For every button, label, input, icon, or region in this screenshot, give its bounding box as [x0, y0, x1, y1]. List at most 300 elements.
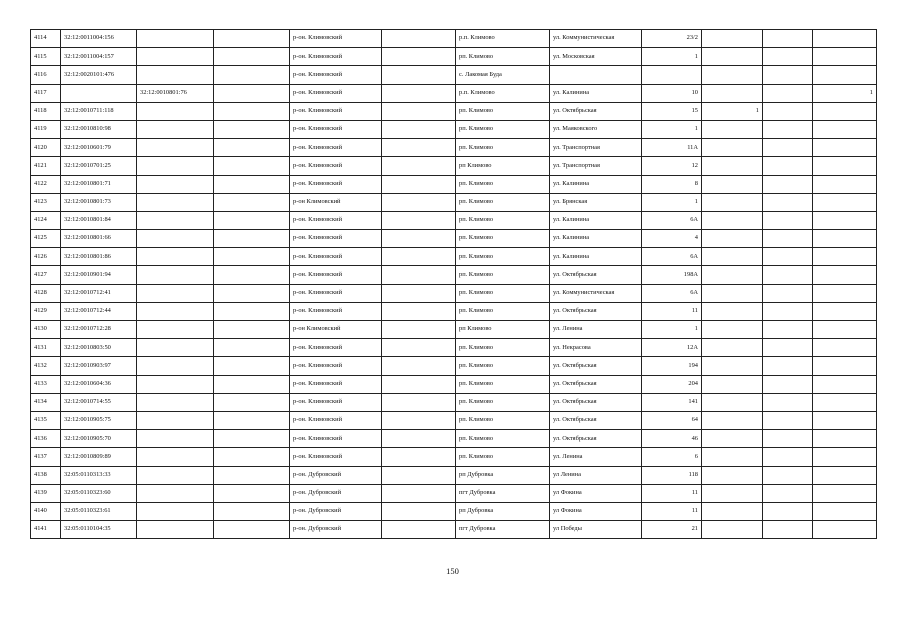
house-number: 1 [642, 48, 702, 66]
column-4 [214, 430, 290, 448]
column-6 [382, 466, 456, 484]
column-4 [214, 302, 290, 320]
locality-cell: рп. Климово [456, 448, 550, 466]
row-number: 4135 [31, 411, 61, 429]
column-4 [214, 230, 290, 248]
table-row [31, 211, 877, 229]
row-number: 4130 [31, 321, 61, 339]
column-6 [382, 30, 456, 48]
street-cell: ул. Октябрьская [550, 102, 642, 120]
column-6 [382, 393, 456, 411]
region-cell: р-он. Климовский [290, 357, 382, 375]
row-number: 4140 [31, 502, 61, 520]
column-12 [813, 248, 877, 266]
column-6 [382, 230, 456, 248]
column-11 [763, 157, 813, 175]
column-6 [382, 321, 456, 339]
table-row [31, 157, 877, 175]
column-12 [813, 266, 877, 284]
cadastral-number-alt [137, 120, 214, 138]
locality-cell: рп Климово [456, 321, 550, 339]
locality-cell: р.п. Климово [456, 30, 550, 48]
house-number: 12А [642, 339, 702, 357]
table-row [31, 48, 877, 66]
column-4 [214, 502, 290, 520]
cadastral-number: 32:12:0010712:28 [61, 321, 137, 339]
house-number: 1 [642, 321, 702, 339]
column-12 [813, 193, 877, 211]
column-6 [382, 521, 456, 539]
table-row [31, 375, 877, 393]
cadastral-number-alt: 32:12:0010801:76 [137, 84, 214, 102]
column-11 [763, 357, 813, 375]
column-10 [702, 484, 763, 502]
row-number: 4127 [31, 266, 61, 284]
column-12 [813, 302, 877, 320]
cadastral-number: 32:12:0010604:36 [61, 375, 137, 393]
column-10 [702, 393, 763, 411]
column-6 [382, 430, 456, 448]
cadastral-number-alt [137, 102, 214, 120]
house-number: 11 [642, 502, 702, 520]
cadastral-number: 32:12:0010712:41 [61, 284, 137, 302]
column-11 [763, 430, 813, 448]
cadastral-number-alt [137, 393, 214, 411]
column-10 [702, 48, 763, 66]
column-10 [702, 302, 763, 320]
row-number: 4122 [31, 175, 61, 193]
column-11 [763, 230, 813, 248]
column-12 [813, 157, 877, 175]
street-cell: ул. Октябрьская [550, 357, 642, 375]
table-row [31, 411, 877, 429]
cadastral-number: 32:12:0011004:157 [61, 48, 137, 66]
column-12 [813, 66, 877, 84]
street-cell: ул. Калинина [550, 84, 642, 102]
column-10 [702, 375, 763, 393]
house-number: 204 [642, 375, 702, 393]
street-cell: ул. Транспортная [550, 157, 642, 175]
region-cell: р-он. Климовский [290, 175, 382, 193]
cadastral-number-alt [137, 211, 214, 229]
column-11 [763, 175, 813, 193]
house-number: 6А [642, 284, 702, 302]
column-10 [702, 411, 763, 429]
street-cell: ул. Октябрьская [550, 411, 642, 429]
table-row [31, 193, 877, 211]
region-cell: р-он. Климовский [290, 230, 382, 248]
row-number: 4128 [31, 284, 61, 302]
street-cell: ул. Коммунистическая [550, 284, 642, 302]
cadastral-number: 32:05:0110323:61 [61, 502, 137, 520]
region-cell: р-он. Климовский [290, 139, 382, 157]
cadastral-number: 32:12:0010905:70 [61, 430, 137, 448]
column-11 [763, 266, 813, 284]
column-10 [702, 430, 763, 448]
cadastral-number: 32:12:0010810:98 [61, 120, 137, 138]
region-cell: р-он. Климовский [290, 30, 382, 48]
street-cell: ул. Транспортная [550, 139, 642, 157]
house-number: 15 [642, 102, 702, 120]
column-10 [702, 120, 763, 138]
house-number: 4 [642, 230, 702, 248]
region-cell: р-он. Климовский [290, 375, 382, 393]
locality-cell: рп Дубровка [456, 466, 550, 484]
row-number: 4129 [31, 302, 61, 320]
table-row [31, 84, 877, 102]
cadastral-number-alt [137, 284, 214, 302]
region-cell: р-он. Климовский [290, 339, 382, 357]
column-10 [702, 266, 763, 284]
column-10 [702, 521, 763, 539]
row-number: 4133 [31, 375, 61, 393]
region-cell: р-он. Климовский [290, 393, 382, 411]
column-12 [813, 139, 877, 157]
region-cell: р-он. Дубровский [290, 466, 382, 484]
table-row [31, 66, 877, 84]
house-number: 21 [642, 521, 702, 539]
table-row [31, 248, 877, 266]
locality-cell: рп. Климово [456, 411, 550, 429]
column-6 [382, 120, 456, 138]
region-cell: р-он. Дубровский [290, 521, 382, 539]
house-number [642, 66, 702, 84]
row-number: 4141 [31, 521, 61, 539]
cadastral-number-alt [137, 448, 214, 466]
table-row [31, 393, 877, 411]
street-cell: ул. Октябрьская [550, 393, 642, 411]
cadastral-number-alt [137, 157, 214, 175]
region-cell: р-он. Климовский [290, 430, 382, 448]
column-12 [813, 430, 877, 448]
column-12 [813, 321, 877, 339]
street-cell: ул. Московская [550, 48, 642, 66]
column-10 [702, 466, 763, 484]
row-number: 4137 [31, 448, 61, 466]
column-11 [763, 48, 813, 66]
locality-cell: рп. Климово [456, 430, 550, 448]
cadastral-number: 32:05:0110104:35 [61, 521, 137, 539]
cadastral-number: 32:12:0010809:89 [61, 448, 137, 466]
street-cell: ул Фокина [550, 484, 642, 502]
cadastral-number: 32:12:0011004:156 [61, 30, 137, 48]
column-4 [214, 375, 290, 393]
column-12 [813, 411, 877, 429]
table-row [31, 230, 877, 248]
registry-table [30, 29, 877, 539]
column-6 [382, 139, 456, 157]
column-11 [763, 502, 813, 520]
column-4 [214, 484, 290, 502]
region-cell: р-он. Дубровский [290, 484, 382, 502]
row-number: 4115 [31, 48, 61, 66]
column-12 [813, 230, 877, 248]
row-number: 4139 [31, 484, 61, 502]
cadastral-number: 32:12:0010714:55 [61, 393, 137, 411]
cadastral-number-alt [137, 411, 214, 429]
house-number: 1 [642, 120, 702, 138]
column-11 [763, 339, 813, 357]
cadastral-number: 32:12:0010801:84 [61, 211, 137, 229]
column-4 [214, 521, 290, 539]
column-4 [214, 211, 290, 229]
registry-table-body [31, 30, 877, 539]
cadastral-number: 32:12:0010905:75 [61, 411, 137, 429]
house-number: 10 [642, 84, 702, 102]
locality-cell: рп. Климово [456, 339, 550, 357]
column-12: 1 [813, 84, 877, 102]
table-row [31, 284, 877, 302]
house-number: 11А [642, 139, 702, 157]
table-row [31, 102, 877, 120]
street-cell: ул. Октябрьская [550, 430, 642, 448]
cadastral-number: 32:05:0110323:60 [61, 484, 137, 502]
cadastral-number-alt [137, 30, 214, 48]
column-4 [214, 48, 290, 66]
column-6 [382, 448, 456, 466]
house-number: 118 [642, 466, 702, 484]
column-11 [763, 448, 813, 466]
column-10: 1 [702, 102, 763, 120]
house-number: 11 [642, 484, 702, 502]
table-row [31, 521, 877, 539]
column-6 [382, 357, 456, 375]
table-row [31, 357, 877, 375]
row-number: 4125 [31, 230, 61, 248]
house-number: 194 [642, 357, 702, 375]
region-cell: р-он. Климовский [290, 84, 382, 102]
column-11 [763, 120, 813, 138]
column-6 [382, 502, 456, 520]
column-12 [813, 521, 877, 539]
street-cell: ул. Ленина [550, 321, 642, 339]
column-4 [214, 248, 290, 266]
table-row [31, 120, 877, 138]
column-4 [214, 284, 290, 302]
row-number: 4134 [31, 393, 61, 411]
region-cell: р-он. Климовский [290, 284, 382, 302]
locality-cell: пгт Дубровка [456, 521, 550, 539]
column-10 [702, 230, 763, 248]
column-10 [702, 175, 763, 193]
house-number: 11 [642, 302, 702, 320]
house-number: 64 [642, 411, 702, 429]
column-6 [382, 339, 456, 357]
column-4 [214, 102, 290, 120]
table-row [31, 266, 877, 284]
cadastral-number-alt [137, 248, 214, 266]
column-12 [813, 484, 877, 502]
column-10 [702, 357, 763, 375]
region-cell: р-он. Климовский [290, 102, 382, 120]
column-4 [214, 411, 290, 429]
column-4 [214, 139, 290, 157]
column-10 [702, 193, 763, 211]
cadastral-number-alt [137, 375, 214, 393]
house-number: 6 [642, 448, 702, 466]
locality-cell: рп. Климово [456, 248, 550, 266]
row-number: 4117 [31, 84, 61, 102]
column-6 [382, 102, 456, 120]
row-number: 4132 [31, 357, 61, 375]
column-12 [813, 102, 877, 120]
column-6 [382, 248, 456, 266]
row-number: 4118 [31, 102, 61, 120]
locality-cell: с. Лакомая Буда [456, 66, 550, 84]
region-cell: р-он. Климовский [290, 302, 382, 320]
street-cell: ул Ленина [550, 466, 642, 484]
locality-cell: рп. Климово [456, 139, 550, 157]
column-12 [813, 448, 877, 466]
column-12 [813, 284, 877, 302]
column-11 [763, 302, 813, 320]
street-cell: ул. Октябрьская [550, 266, 642, 284]
column-4 [214, 120, 290, 138]
street-cell: ул. Калинина [550, 248, 642, 266]
column-6 [382, 284, 456, 302]
column-10 [702, 339, 763, 357]
column-4 [214, 321, 290, 339]
column-4 [214, 30, 290, 48]
cadastral-number: 32:12:0010801:66 [61, 230, 137, 248]
column-11 [763, 139, 813, 157]
cadastral-number: 32:12:0010701:25 [61, 157, 137, 175]
house-number: 8 [642, 175, 702, 193]
column-11 [763, 484, 813, 502]
cadastral-number-alt [137, 502, 214, 520]
cadastral-number: 32:12:0010801:73 [61, 193, 137, 211]
column-11 [763, 284, 813, 302]
cadastral-number-alt [137, 484, 214, 502]
street-cell: ул. Коммунистическая [550, 30, 642, 48]
column-4 [214, 193, 290, 211]
cadastral-number: 32:05:0110313:33 [61, 466, 137, 484]
cadastral-number-alt [137, 357, 214, 375]
row-number: 4121 [31, 157, 61, 175]
street-cell: ул. Калинина [550, 230, 642, 248]
cadastral-number: 32:12:0010803:50 [61, 339, 137, 357]
column-11 [763, 211, 813, 229]
locality-cell: рп. Климово [456, 230, 550, 248]
cadastral-number-alt [137, 266, 214, 284]
cadastral-number-alt [137, 430, 214, 448]
house-number: 12 [642, 157, 702, 175]
table-row [31, 302, 877, 320]
street-cell: ул. Калинина [550, 211, 642, 229]
column-6 [382, 193, 456, 211]
column-4 [214, 448, 290, 466]
column-11 [763, 411, 813, 429]
street-cell: ул. Маяковского [550, 120, 642, 138]
column-12 [813, 48, 877, 66]
row-number: 4114 [31, 30, 61, 48]
column-12 [813, 339, 877, 357]
table-row [31, 430, 877, 448]
column-4 [214, 339, 290, 357]
house-number: 46 [642, 430, 702, 448]
column-10 [702, 139, 763, 157]
row-number: 4124 [31, 211, 61, 229]
column-10 [702, 284, 763, 302]
column-6 [382, 84, 456, 102]
row-number: 4131 [31, 339, 61, 357]
cadastral-number [61, 84, 137, 102]
region-cell: р-он. Климовский [290, 448, 382, 466]
locality-cell: рп. Климово [456, 357, 550, 375]
column-6 [382, 484, 456, 502]
column-11 [763, 248, 813, 266]
column-4 [214, 66, 290, 84]
locality-cell: рп. Климово [456, 284, 550, 302]
cadastral-number-alt [137, 521, 214, 539]
locality-cell: рп. Климово [456, 102, 550, 120]
cadastral-number-alt [137, 339, 214, 357]
row-number: 4123 [31, 193, 61, 211]
row-number: 4120 [31, 139, 61, 157]
column-11 [763, 30, 813, 48]
cadastral-number: 32:12:0010711:118 [61, 102, 137, 120]
street-cell: ул. Брянская [550, 193, 642, 211]
column-10 [702, 84, 763, 102]
house-number: 1 [642, 193, 702, 211]
table-row [31, 30, 877, 48]
cadastral-number-alt [137, 66, 214, 84]
column-4 [214, 266, 290, 284]
street-cell: ул. Октябрьская [550, 375, 642, 393]
row-number: 4136 [31, 430, 61, 448]
column-12 [813, 502, 877, 520]
house-number: 6А [642, 211, 702, 229]
locality-cell: рп. Климово [456, 48, 550, 66]
cadastral-number: 32:12:0010901:94 [61, 266, 137, 284]
house-number: 198А [642, 266, 702, 284]
region-cell: р-он. Климовский [290, 411, 382, 429]
column-11 [763, 66, 813, 84]
street-cell: ул. Калинина [550, 175, 642, 193]
table-row [31, 139, 877, 157]
street-cell: ул Фокина [550, 502, 642, 520]
column-10 [702, 321, 763, 339]
locality-cell: рп. Климово [456, 302, 550, 320]
column-6 [382, 302, 456, 320]
table-row [31, 339, 877, 357]
table-row [31, 484, 877, 502]
cadastral-number-alt [137, 175, 214, 193]
column-11 [763, 193, 813, 211]
page-number: 150 [446, 566, 459, 576]
cadastral-number-alt [137, 466, 214, 484]
cadastral-number: 32:12:0010801:71 [61, 175, 137, 193]
column-10 [702, 66, 763, 84]
cadastral-number: 32:12:0010712:44 [61, 302, 137, 320]
region-cell: р-он Климовский [290, 321, 382, 339]
row-number: 4119 [31, 120, 61, 138]
street-cell: ул Победы [550, 521, 642, 539]
row-number: 4116 [31, 66, 61, 84]
column-6 [382, 157, 456, 175]
cadastral-number: 32:12:0010601:79 [61, 139, 137, 157]
table-row [31, 448, 877, 466]
column-11 [763, 102, 813, 120]
locality-cell: рп. Климово [456, 393, 550, 411]
column-6 [382, 266, 456, 284]
table-row [31, 321, 877, 339]
locality-cell: рп. Климово [456, 375, 550, 393]
locality-cell: рп. Климово [456, 211, 550, 229]
region-cell: р-он Климовский [290, 193, 382, 211]
column-12 [813, 30, 877, 48]
column-4 [214, 157, 290, 175]
